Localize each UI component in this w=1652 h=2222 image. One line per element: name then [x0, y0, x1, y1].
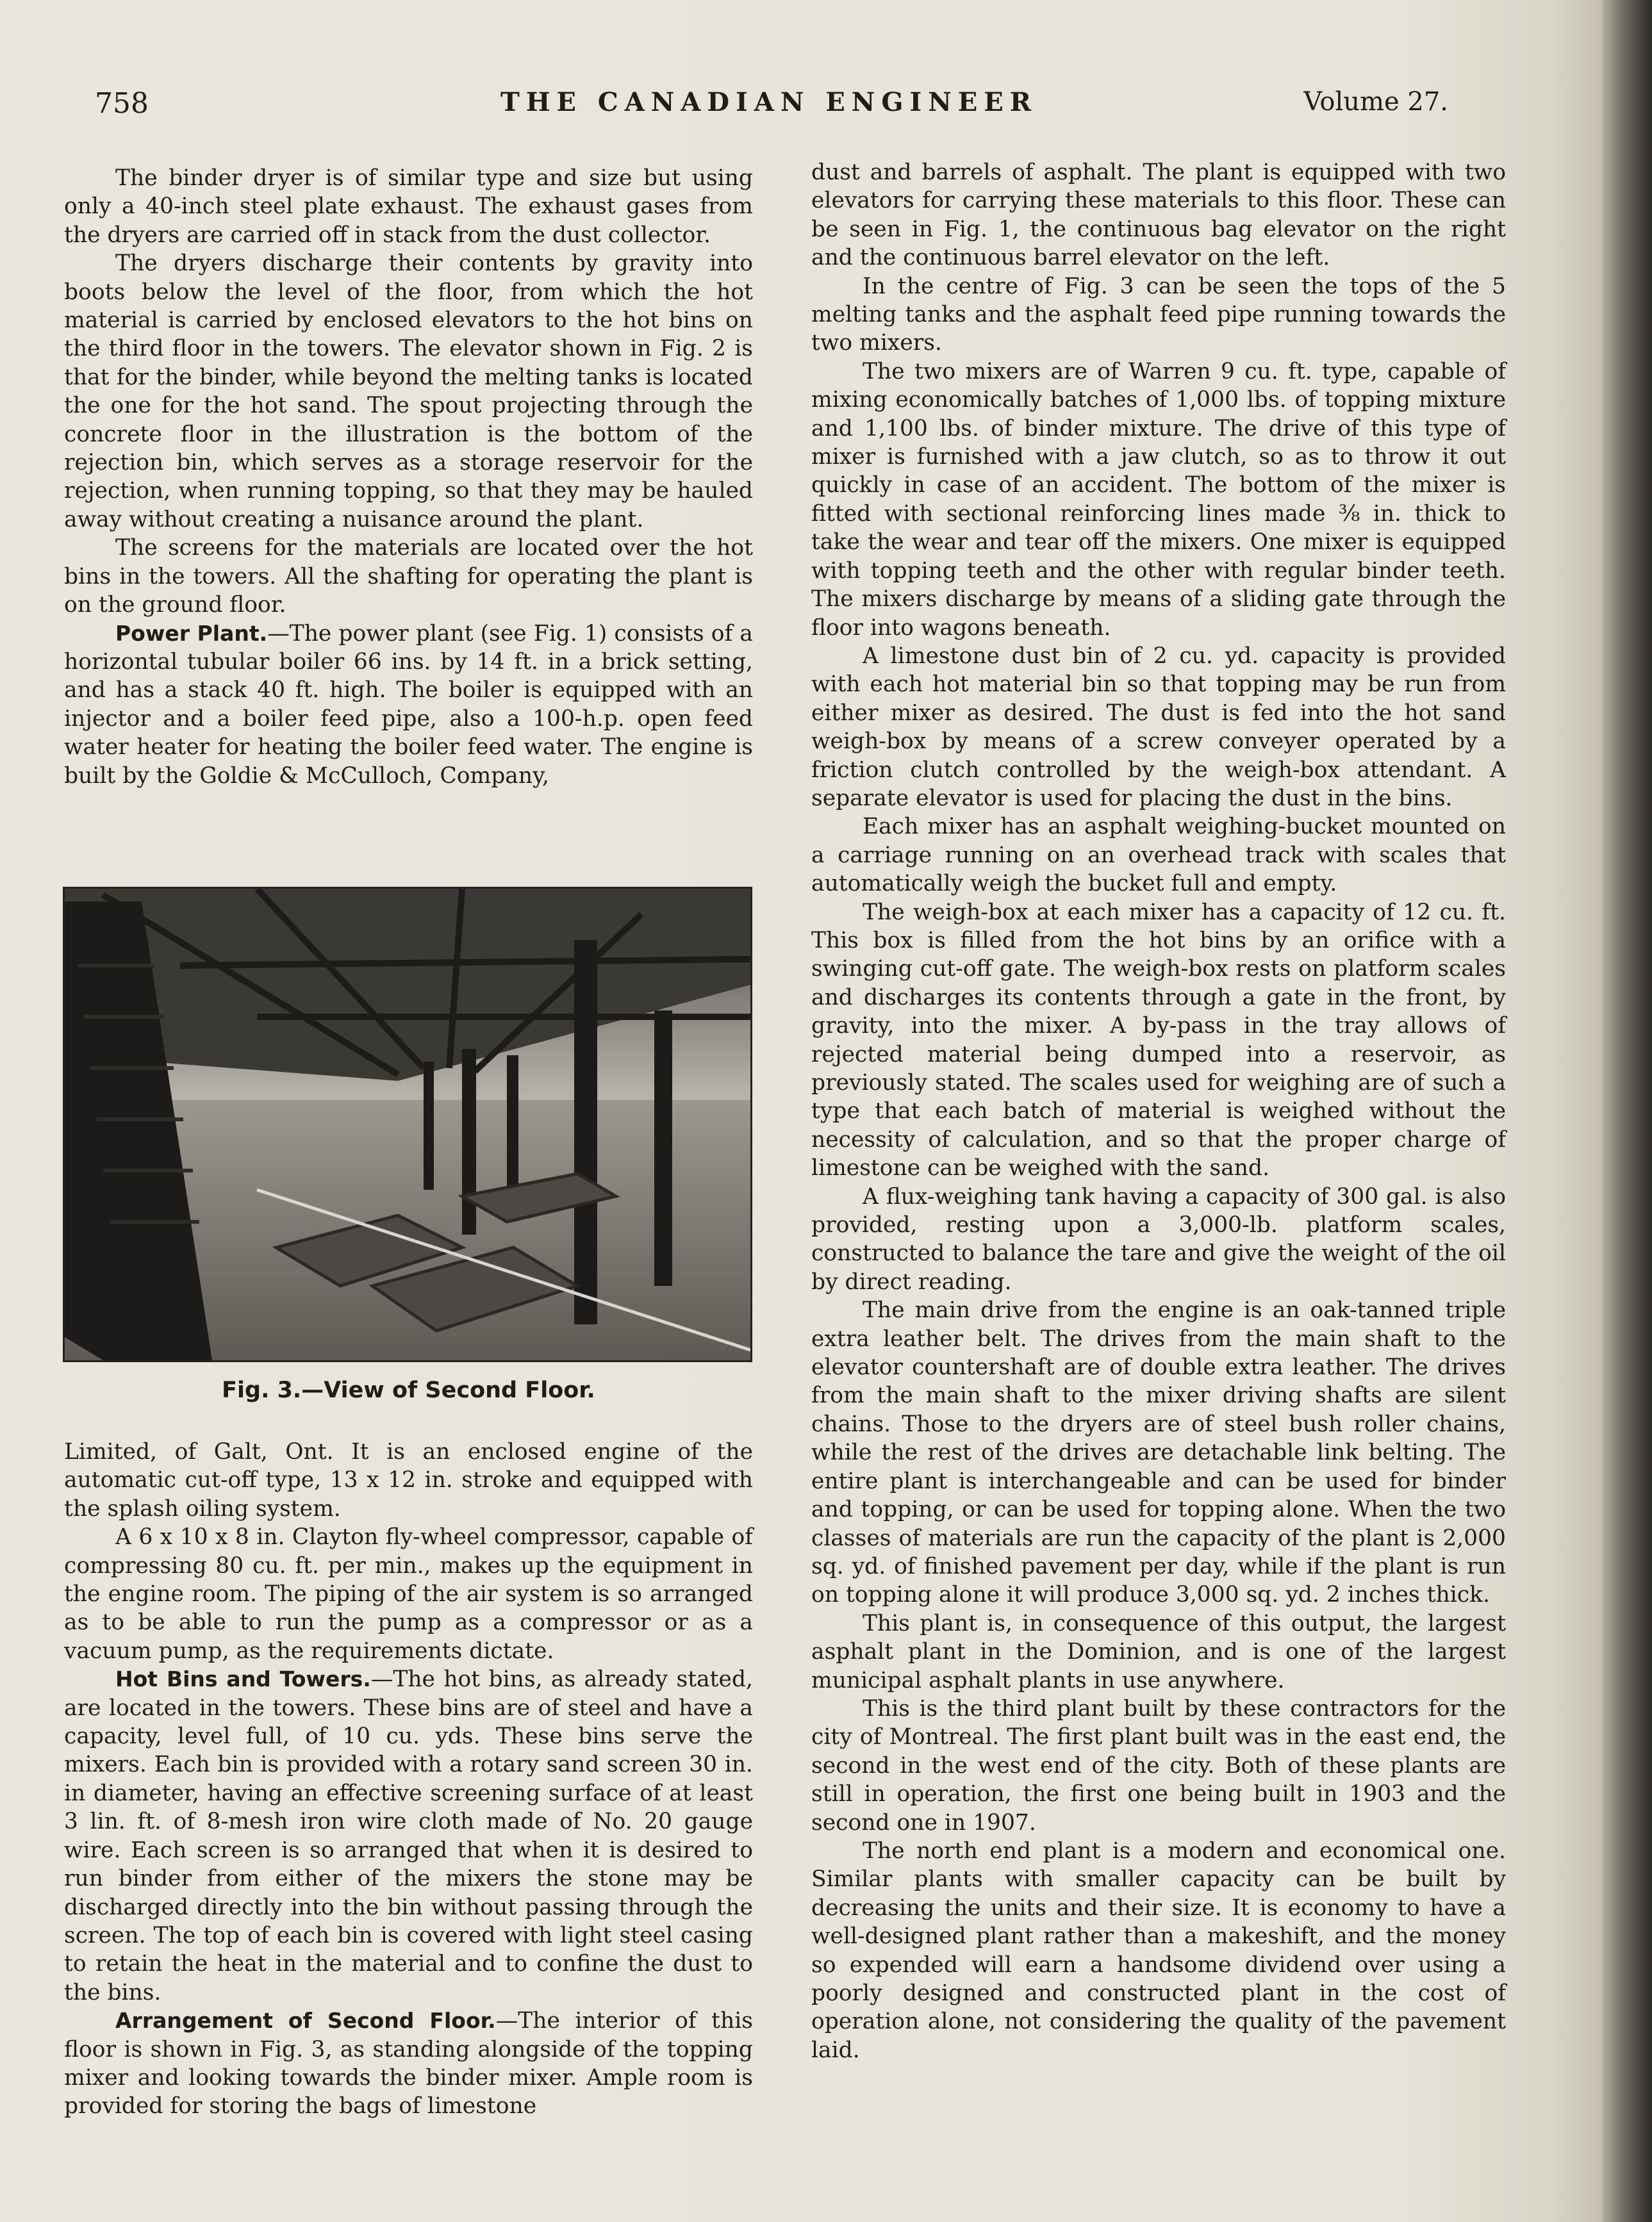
paragraph-body: —The hot bins, as already stated, are located in the towers. These bins are of steel and have a capacity, level full, of 10 cu. yds. These bins serve the mixers. Each bin is provided with a rotary sand screen 30 in. in diameter, having an effective screening surface of at least 3 lin. ft. of 8-mesh iron wire cloth made of No. 20 gauge wire. Each screen is so arranged that when it is desired to run binder from either of the mixers the stone may be discharged directly into the bin without passing through the screen. The top of each bin is covered with light steel casing to retain the heat in the material and to confine the dust to the bins.	[64, 1666, 753, 2005]
paragraph: This plant is, in consequence of this output, the largest asphalt plant in the Dominion, and is one of the largest municipal asphalt plants in use anywhere.	[811, 1610, 1506, 1693]
paragraph: The two mixers are of Warren 9 cu. ft. type, capable of mixing economically batches of 1,000 lbs. of topping mixture and 1,100 lbs. of binder mixture. The drive of this type of mixer is furnished with a jaw clutch, so as to throw it out quickly in case of an accident. The bottom of the mixer is fitted with sectional reinforcing lines made ⅜ in. thick to take the wear and tear off the mixers. One mixer is equipped with topping teeth and the other with regular binder teeth. The mixers discharge by means of a sliding gate through the floor into wagons beneath.	[811, 358, 1506, 641]
left-column-top	[64, 164, 753, 790]
paragraph	[64, 1665, 753, 2007]
paragraph: Each mixer has an asphalt weighing-bucket mounted on a carriage running on an overhead track with scales that automatically weigh the bucket full and empty.	[811, 814, 1506, 897]
paragraph: In the centre of Fig. 3 can be seen the tops of the 5 melting tanks and the asphalt feed pipe running towards the two mixers.	[811, 273, 1506, 356]
page-number: 758	[95, 87, 149, 120]
paragraph: The north end plant is a modern and economical one. Similar plants with smaller capacity can be built by decreasing the units and their size. It is economy to have a well-designed plant rather than a makeshift, and the money so expended will earn a handsome dividend over using a poorly designed and constructed plant in the cost of operation alone, not considering the quality of the pavement laid.	[811, 1838, 1506, 2063]
paragraph: The dryers discharge their contents by gravity into boots below the level of the floor, from which the hot material is carried by enclosed elevators to the hot bins on the third floor in the towers. The elevator shown in Fig. 2 is that for the binder, while beyond the melting tanks is located the one for the hot sand. The spout projecting through the concrete floor in the illustration is the bottom of the rejection bin, which serves as a storage reservoir for the rejection, when running topping, so that they may be hauled away without creating a nuisance around the plant.	[64, 251, 753, 532]
paragraph: This is the third plant built by these contractors for the city of Montreal. The first plant built was in the east end, the second in the west end of the city. Both of these plants are still in operation, the first one being built in 1903 and the second one in 1907.	[811, 1695, 1506, 1836]
paragraph: A flux-weighing tank having a capacity of 300 gal. is also provided, resting upon a 3,000-lb. platform scales, constructed to balance the tare and give the weight of the oil by direct reading.	[811, 1183, 1506, 1295]
paragraph: Limited, of Galt, Ont. It is an enclosed engine of the automatic cut-off type, 13 x 12 in. stroke and equipped with the splash oiling system.	[64, 1439, 753, 1522]
paragraph: A 6 x 10 x 8 in. Clayton fly-wheel compressor, capable of compressing 80 cu. ft. per min., makes up the equipment in the engine room. The piping of the air system is so arranged as to be able to run the pump as a compressor or as a vacuum pump, as the requirements dictate.	[64, 1524, 753, 1664]
photo-illustration	[65, 889, 750, 1360]
figure-caption: Fig. 3.—View of Second Floor.	[222, 1378, 595, 1403]
paragraph	[64, 2007, 753, 2121]
paragraph: The screens for the materials are located over the hot bins in the towers. All the shafting for operating the plant is on the ground floor.	[64, 535, 753, 618]
figure-photo-second-floor	[63, 887, 752, 1362]
section-heading-hot-bins: Hot Bins and Towers.	[115, 1666, 371, 1692]
paragraph: The binder dryer is of similar type and size but using only a 40-inch steel plate exhaust. The exhaust gases from the dryers are carried off in stack from the dust collector.	[64, 165, 753, 248]
paragraph	[64, 620, 753, 790]
right-column	[811, 158, 1506, 2064]
section-heading-power-plant: Power Plant.	[115, 620, 268, 646]
paragraph: A limestone dust bin of 2 cu. yd. capacity is provided with each hot material bin so that topping may be run from either mixer as desired. The dust is fed into the hot sand weigh-box by means of a screw conveyer operated by a friction clutch controlled by the weigh-box attendant. A separate elevator is used for placing the dust in the bins.	[811, 643, 1506, 811]
journal-title: THE CANADIAN ENGINEER	[500, 87, 1038, 117]
paragraph-body: —The interior of this floor is shown in Fig. 3, as standing alongside of the topping mixer and looking towards the binder mixer. Ample room is provided for storing the bags of limestone	[64, 2008, 754, 2119]
left-column-bottom	[64, 1438, 753, 2121]
running-header	[90, 82, 1448, 127]
paragraph: dust and barrels of asphalt. The plant is equipped with two elevators for carrying these materials to this floor. These can be seen in Fig. 1, the continuous bag elevator on the right and the continuous barrel elevator on the left.	[811, 160, 1506, 271]
paragraph: The main drive from the engine is an oak-tanned triple extra leather belt. The drives from the main shaft to the elevator countershaft are of double extra leather. The drives from the main shaft to the mixer driving shafts are silent chains. Those to the dryers are of steel bush roller chains, while the rest of the drives are detachable link belting. The entire plant is interchangeable and can be used for binder and topping, or can be used for topping alone. When the two classes of materials are run the capacity of the plant is 2,000 sq. yd. of finished pavement per day, while if the plant is run on topping alone it will produce 3,000 sq. yd. 2 inches thick.	[811, 1297, 1506, 1608]
section-heading-second-floor: Arrangement of Second Floor.	[115, 2008, 496, 2034]
book-spine-shadow	[1602, 0, 1652, 2222]
paragraph-body: —The power plant (see Fig. 1) consists of a horizontal tubular boiler 66 ins. by 14 ft. in a brick setting, and has a stack 40 ft. high. The boiler is equipped with an injector and a boiler feed pipe, also a 100-h.p. open feed water heater for heating the boiler feed water. The engine is built by the Goldie & McCulloch, Company,	[64, 620, 753, 789]
paragraph: The weigh-box at each mixer has a capacity of 12 cu. ft. This box is filled from the hot bins by an orifice with a swinging cut-off gate. The weigh-box rests on platform scales and discharges its contents through a gate in the front, by gravity, into the mixer. A by-pass in the tray allows of rejected material being dumped into a reservoir, as previously stated. The scales used for weighing are of such a type that each batch of material is weighed without the necessity of calculation, and so that the proper charge of limestone can be weighed with the sand.	[811, 899, 1506, 1181]
volume-label: Volume 27.	[1303, 87, 1448, 117]
